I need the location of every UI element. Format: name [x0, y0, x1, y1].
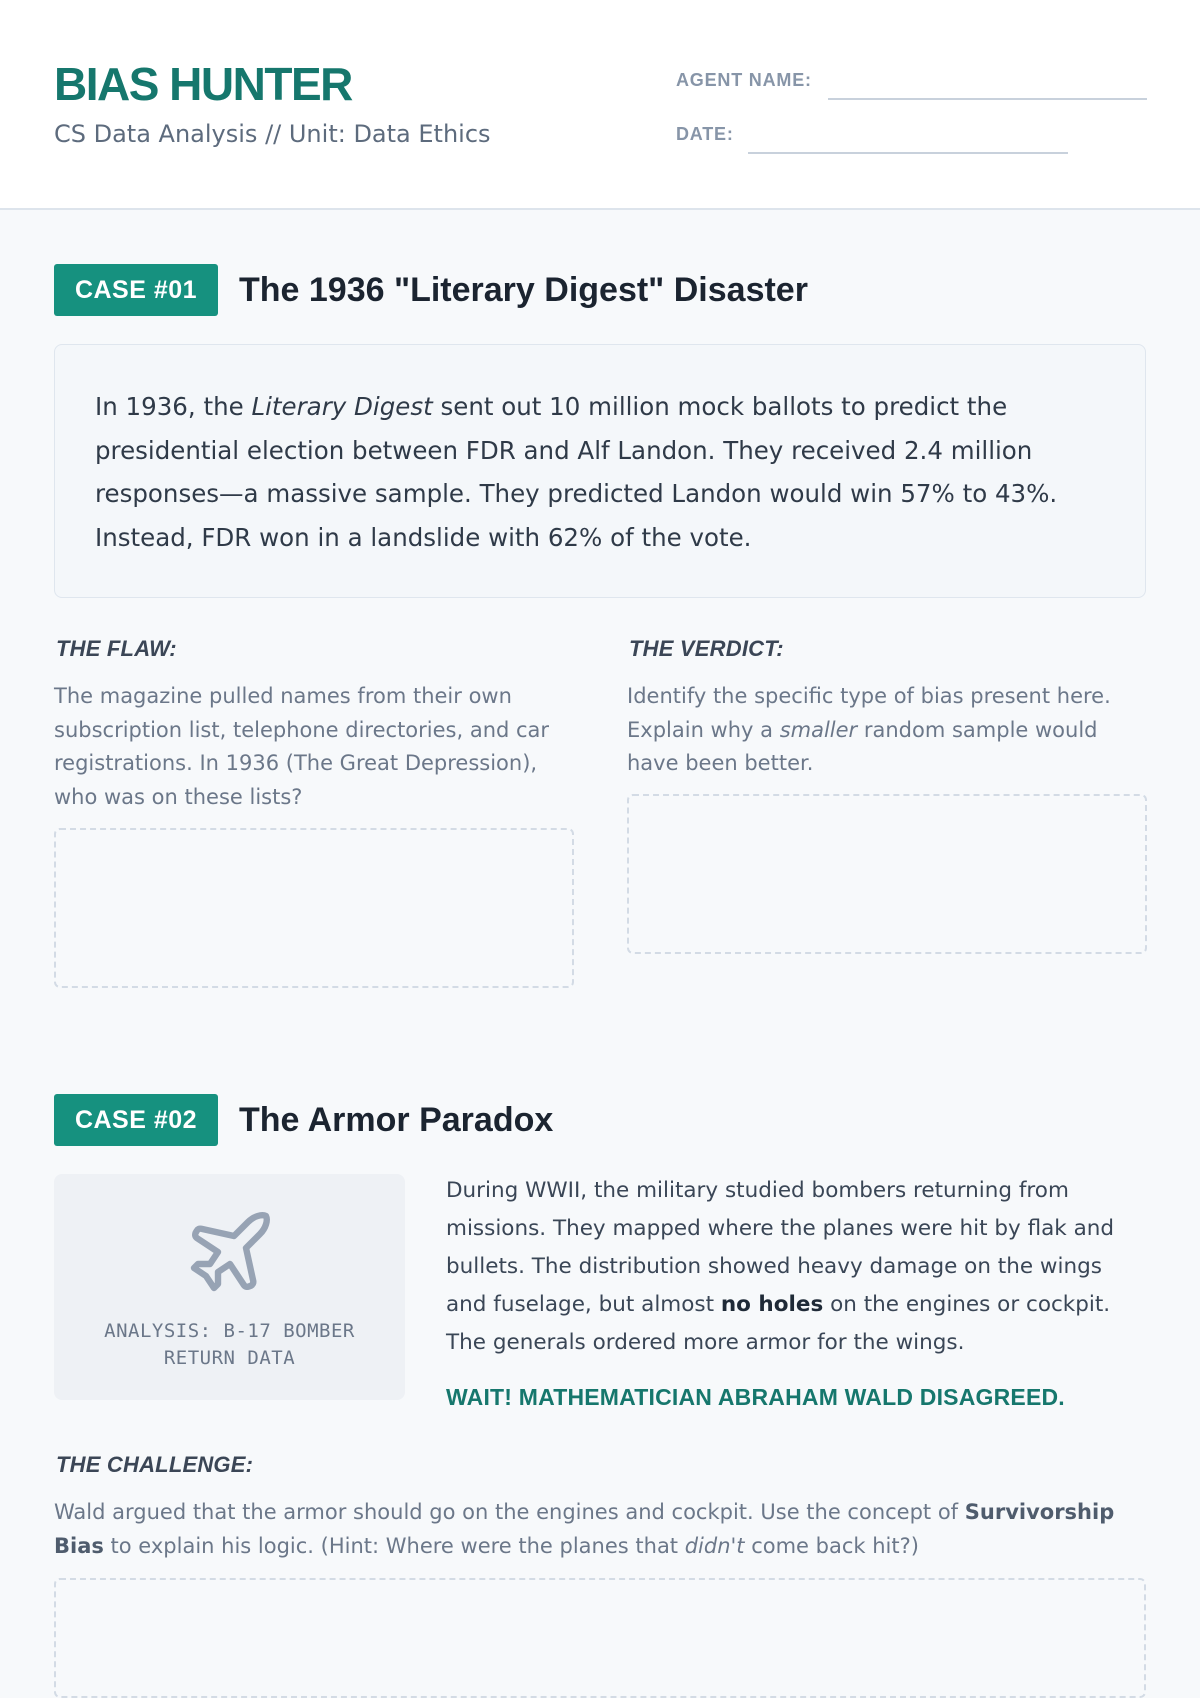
story-text: In 1936, the [95, 392, 252, 421]
challenge-text: come back hit?) [744, 1533, 919, 1558]
challenge-label: THE CHALLENGE: [56, 1452, 254, 1477]
verdict-emphasis: smaller [779, 717, 858, 742]
date-label: DATE: [676, 124, 734, 144]
worksheet-title: BIAS HUNTER [54, 58, 352, 110]
caption-line: RETURN DATA [163, 1347, 296, 1369]
case-title: The 1936 "Literary Digest" Disaster [239, 271, 808, 309]
story-emphasis: no holes [720, 1292, 824, 1317]
verdict-text: Identify the specific type of bias present here. Explain why a [627, 684, 1111, 742]
course-subtitle: CS Data Analysis // Unit: Data Ethics [54, 120, 491, 148]
story-text: During WWII, the military studied bombers returning from missions. They mapped where the planes were hit by flak and bullets. The distribution showed heavy damage on the wings and fuselage, but almost [446, 1178, 1115, 1317]
verdict-prompt [627, 680, 1146, 781]
case-badge: CASE #02 [54, 1094, 218, 1146]
challenge-text: to explain his logic. (Hint: Where were the planes that [103, 1533, 685, 1558]
challenge-emphasis: Survivorship Bias [54, 1500, 1115, 1558]
story-text: sent out 10 million mock ballots to predict the presidential election between FDR and Alf Landon. They received 2.4 million responses—a massive sample. They predicted Landon would win 57% to 43%. Instead, FDR won in a landslide with 62% of the vote. [95, 392, 1058, 552]
challenge-text: Wald argued that the armor should go on the engines and cockpit. Use the concept of [54, 1500, 965, 1524]
case-badge: CASE #01 [54, 264, 218, 316]
bomber-card [54, 1174, 405, 1400]
case2-story [446, 1172, 1148, 1362]
challenge-prompt [54, 1496, 1154, 1563]
case-title: The Armor Paradox [239, 1101, 554, 1139]
worksheet-header [0, 0, 1200, 210]
flaw-label: THE FLAW: [56, 636, 177, 661]
verdict-answer-box[interactable] [627, 794, 1147, 954]
agent-name-field[interactable] [828, 98, 1147, 100]
challenge-answer-box[interactable] [54, 1578, 1146, 1698]
caption-line: ANALYSIS: B-17 BOMBER [104, 1320, 355, 1342]
agent-name-label: AGENT NAME: [676, 70, 812, 90]
flaw-answer-box[interactable] [54, 828, 574, 988]
wald-alert: WAIT! MATHEMATICIAN ABRAHAM WALD DISAGREED. [446, 1384, 1065, 1410]
verdict-label: THE VERDICT: [629, 636, 784, 661]
story-text: on the engines or cockpit. The generals ordered more armor for the wings. [446, 1292, 1111, 1355]
airplane-icon [182, 1204, 278, 1300]
story-emphasis: Literary Digest [251, 392, 433, 421]
bomber-caption [54, 1318, 405, 1372]
date-field[interactable] [748, 152, 1068, 154]
verdict-text: random sample would have been better. [627, 717, 1098, 775]
challenge-emphasis: didn't [684, 1533, 745, 1558]
case-story [54, 344, 1146, 598]
flaw-prompt: The magazine pulled names from their own subscription list, telephone directories, and car registrations. In 1936 (The Great Depression), who was on these lists? [54, 684, 550, 809]
